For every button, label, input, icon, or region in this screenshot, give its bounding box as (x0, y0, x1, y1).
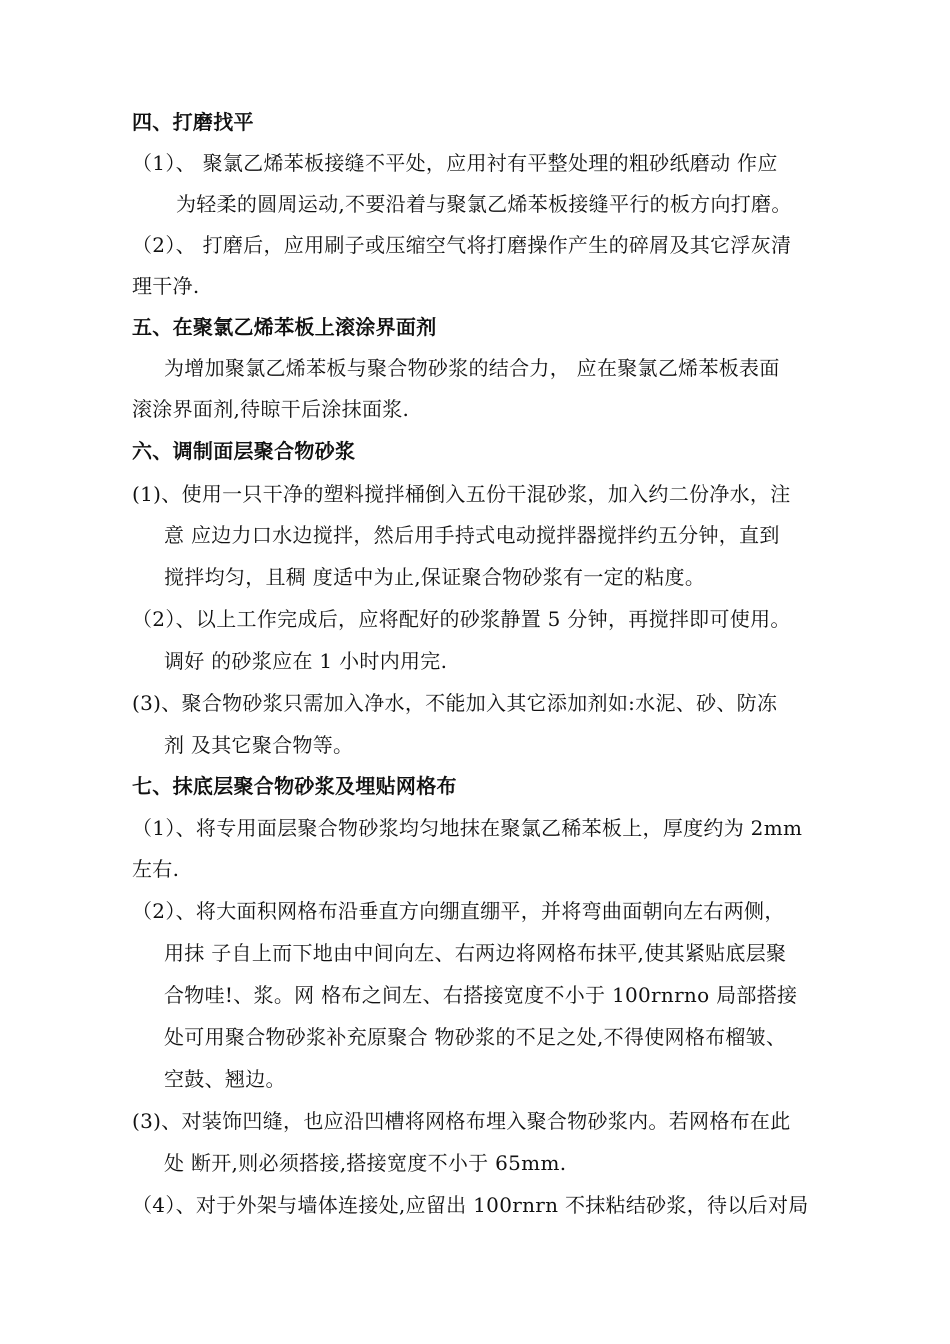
paragraph-line: （1）、将专用面层聚合物砂浆均匀地抹在聚氯乙稀苯板上，厚度约为 2mm (132, 816, 803, 840)
paragraph-line: 为增加聚氯乙烯苯板与聚合物砂浆的结合力， 应在聚氯乙烯苯板表面 (164, 356, 780, 380)
paragraph-line: (1)、使用一只干净的塑料搅拌桶倒入五份干混砂浆，加入约二份净水，注 (132, 482, 791, 506)
paragraph-line: 合物哇!、浆。网 格布之间左、右搭接宽度不小于 100rnrno 局部搭接 (164, 983, 798, 1007)
paragraph-line: （2）、 打磨后，应用刷子或压缩空气将打磨操作产生的碎屑及其它浮灰清 (132, 233, 792, 257)
section-heading-5: 五、在聚氯乙烯苯板上滚涂界面剂 (132, 315, 437, 339)
paragraph-line: (3)、聚合物砂浆只需加入净水，不能加入其它添加剂如:水泥、砂、防冻 (132, 691, 778, 715)
paragraph-line: 搅拌均匀，且稠 度适中为止,保证聚合物砂浆有一定的粘度。 (164, 565, 706, 589)
paragraph-line: 处 断开,则必须搭接,搭接宽度不小于 65mm. (164, 1151, 567, 1175)
paragraph-line: 处可用聚合物砂浆补充原聚合 物砂浆的不足之处,不得使网格布榴皱、 (164, 1025, 787, 1049)
paragraph-line: 调好 的砂浆应在 1 小时内用完. (164, 649, 448, 673)
paragraph-line: （4）、对于外架与墙体连接处,应留出 100rnrn 不抹粘结砂浆，待以后对局 (132, 1193, 809, 1217)
paragraph-line: 左右. (132, 857, 180, 881)
section-heading-4: 四、打磨找平 (132, 110, 254, 134)
paragraph-line: 剂 及其它聚合物等。 (164, 733, 354, 757)
paragraph-line: 用抹 子自上而下地由中间向左、右两边将网格布抹平,使其紧贴底层聚 (164, 941, 787, 965)
paragraph-line: （2）、将大面积网格布沿垂直方向绷直绷平，并将弯曲面朝向左右两侧， (132, 899, 785, 923)
paragraph-line: 意 应边力口水边搅拌，然后用手持式电动搅拌器搅拌约五分钟，直到 (164, 523, 780, 547)
section-heading-6: 六、调制面层聚合物砂浆 (132, 439, 356, 463)
paragraph-line: 空鼓、翘边。 (164, 1067, 286, 1091)
paragraph-line: （1）、 聚氯乙烯苯板接缝不平处，应用衬有平整处理的粗砂纸磨动 作应 (132, 151, 778, 175)
paragraph-line: （2）、以上工作完成后，应将配好的砂浆静置 5 分钟，再搅拌即可使用。 (132, 607, 791, 631)
paragraph-line: 理干净. (132, 274, 200, 298)
paragraph-line: 为轻柔的圆周运动,不要沿着与聚氯乙烯苯板接缝平行的板方向打磨。 (176, 192, 792, 216)
section-heading-7: 七、抹底层聚合物砂浆及埋贴网格布 (132, 774, 457, 798)
paragraph-line: (3)、对装饰凹缝，也应沿凹槽将网格布埋入聚合物砂浆内。若网格布在此 (132, 1109, 791, 1133)
paragraph-line: 滚涂界面剂,待晾干后涂抹面浆. (132, 397, 410, 421)
